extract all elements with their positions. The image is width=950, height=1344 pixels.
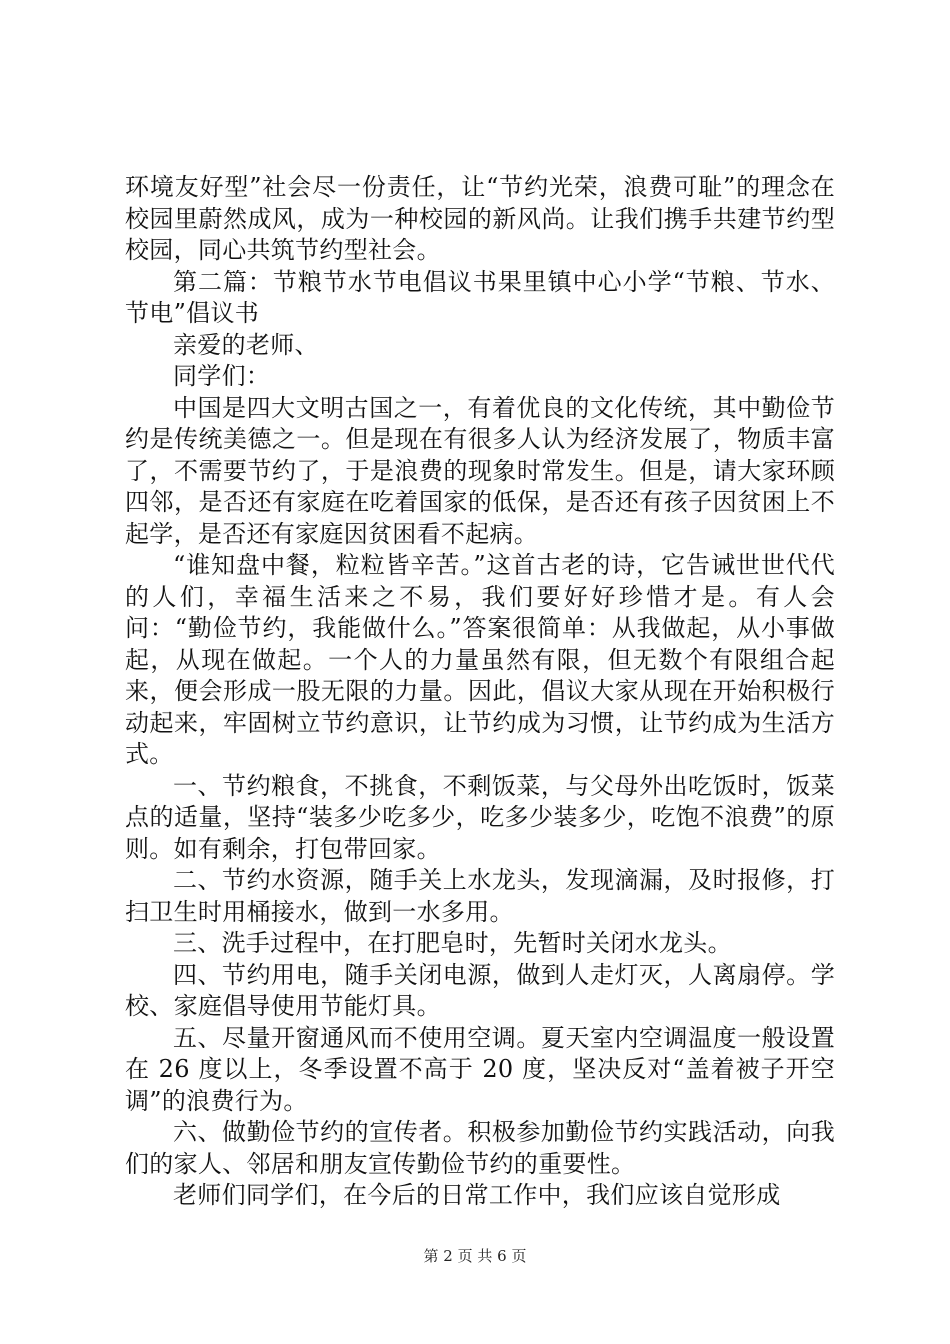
paragraph-closing: 老师们同学们，在今后的日常工作中，我们应该自觉形成 (173, 1181, 781, 1209)
salutation-line-2: 同学们： (173, 362, 271, 390)
list-item-air-conditioning: 五、尽量开窗通风而不使用空调。夏天室内空调温度一般设置在 26 度以上，冬季设置不高于 20 度，坚决反对“盖着被子开空调”的浪费行为。 (125, 1023, 835, 1115)
paragraph-continuation: 环境友好型”社会尽一份责任，让“节约光荣，浪费可耻”的理念在校园里蔚然成风，成为一种校园的新风尚。让我们携手共建节约型校园，同心共筑节约型社会。 (125, 173, 835, 264)
salutation-line-1: 亲爱的老师、 (173, 330, 319, 359)
list-item-water: 二、节约水资源，随手关上水龙头，发现滴漏，及时报修，打扫卫生时用桶接水，做到一水多用。 (125, 866, 835, 926)
list-item-food: 一、节约粮食，不挑食，不剩饭菜，与父母外出吃饭时，饭菜点的适量，坚持“装多少吃多少，吃多少装多少，吃饱不浪费”的原则。如有剩余，打包带回家。 (125, 771, 835, 863)
paragraph-intro: 中国是四大文明古国之一，有着优良的文化传统，其中勤俭节约是传统美德之一。但是现在有很多人认为经济发展了，物质丰富了，不需要节约了，于是浪费的现象时常发生。但是，请大家环顾四邻，是否还有家庭在吃着国家的低保，是否还有孩子因贫困上不起学，是否还有家庭因贫困看不起病。 (125, 393, 835, 548)
document-body (125, 172, 835, 1212)
page-footer: 第 2 页 共 6 页 (423, 1247, 527, 1265)
list-item-handwashing: 三、洗手过程中，在打肥皂时，先暂时关闭水龙头。 (173, 929, 732, 957)
paragraph-poem: “谁知盘中餐，粒粒皆辛苦。”这首古老的诗，它告诫世世代代的人们，幸福生活来之不易，我们要好好珍惜才是。有人会问：“勤俭节约，我能做什么。”答案很简单：从我做起，从小事做起，从现在做起。一个人的力量虽然有限，但无数个有限组合起来，便会形成一股无限的力量。因此，倡议大家从现在开始积极行动起来，牢固树立节约意识，让节约成为习惯，让节约成为生活方式。 (125, 551, 835, 768)
list-item-promotion: 六、做勤俭节约的宣传者。积极参加勤俭节约实践活动，向我们的家人、邻居和朋友宣传勤俭节约的重要性。 (125, 1118, 835, 1178)
list-item-electricity: 四、节约用电，随手关闭电源，做到人走灯灭，人离扇停。学校、家庭倡导使用节能灯具。 (125, 960, 835, 1020)
section-heading: 第二篇：节粮节水节电倡议书果里镇中心小学“节粮、节水、节电”倡议书 (125, 267, 835, 327)
